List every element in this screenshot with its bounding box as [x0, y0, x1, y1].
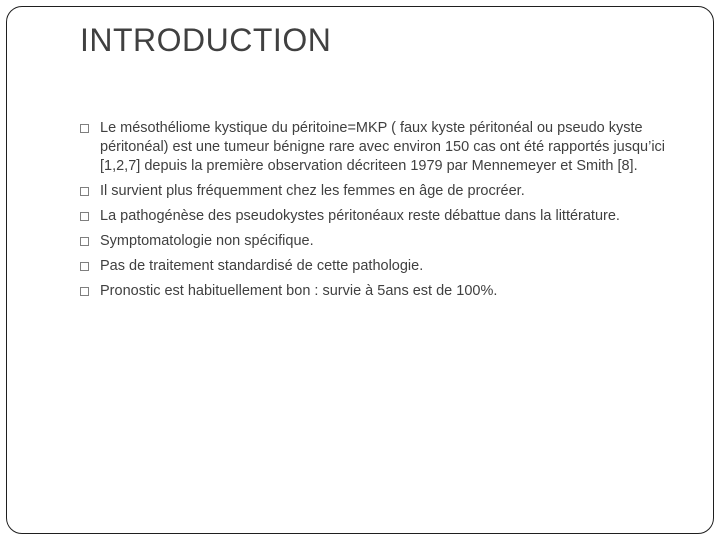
square-bullet-icon [80, 124, 89, 133]
square-bullet-icon [80, 237, 89, 246]
bullet-text: Le mésothéliome kystique du péritoine=MKP ( faux kyste péritonéal ou pseudo kyste péritonéal) est une tumeur bénigne rare avec environ 150 cas ont été rapportés jusqu’ici [1,2,7] depuis la première observation décriteen 1979 par Mennemeyer et Smith [8]. [100, 120, 666, 174]
bullet-text: Il survient plus fréquemment chez les femmes en âge de procréer. [100, 183, 525, 199]
list-item [80, 282, 690, 301]
list-item [80, 207, 690, 226]
list-item [80, 119, 690, 176]
bullet-list [80, 119, 690, 307]
slide-title: INTRODUCTION [80, 22, 332, 58]
square-bullet-icon [80, 287, 89, 296]
list-item [80, 257, 690, 276]
square-bullet-icon [80, 187, 89, 196]
square-bullet-icon [80, 212, 89, 221]
square-bullet-icon [80, 262, 89, 271]
bullet-text: La pathogénèse des pseudokystes péritonéaux reste débattue dans la littérature. [100, 208, 620, 224]
list-item [80, 182, 690, 201]
bullet-text: Pronostic est habituellement bon : survie à 5ans est de 100%. [100, 283, 498, 299]
list-item [80, 232, 690, 251]
bullet-text: Symptomatologie non spécifique. [100, 233, 314, 249]
bullet-text: Pas de traitement standardisé de cette pathologie. [100, 258, 424, 274]
